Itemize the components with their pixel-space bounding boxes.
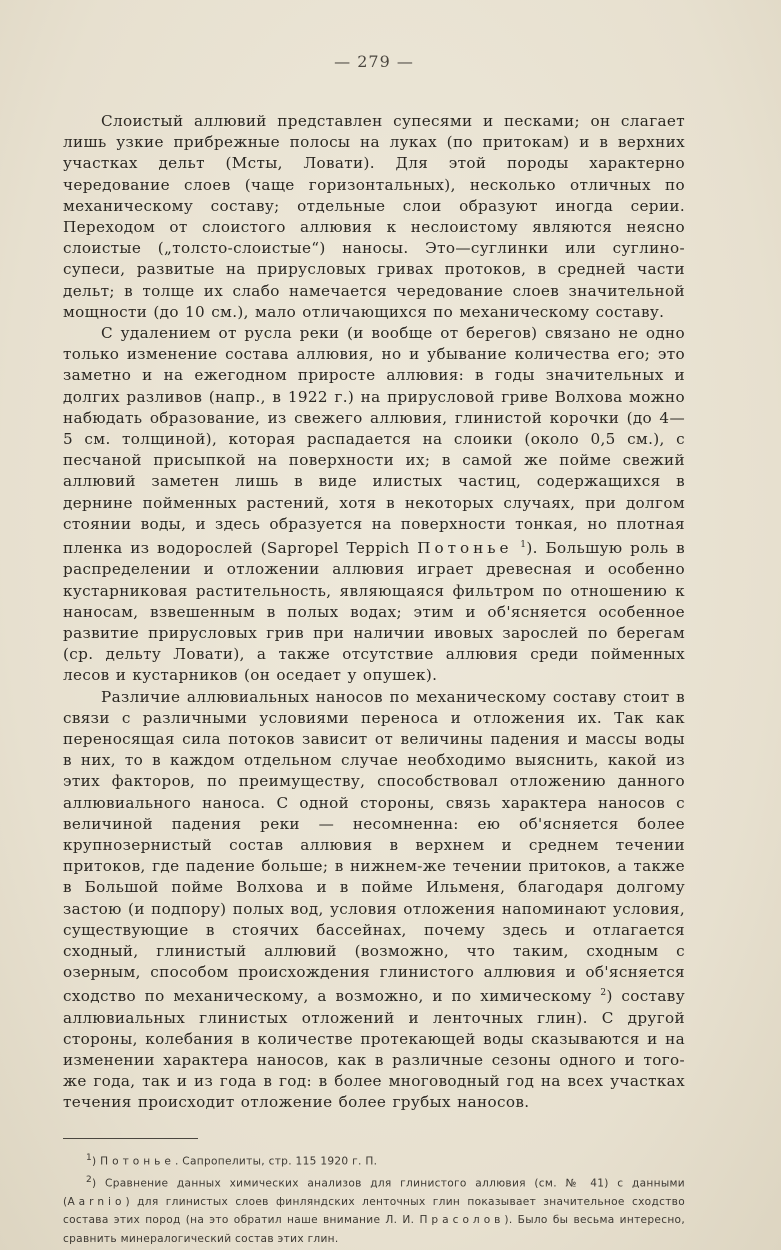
footnote-1: $^1$) Потонье. Сапропелиты, стр. 115 1920 г. П. — [86, 1152, 378, 1168]
page-number: — 279 — — [334, 52, 414, 71]
paragraph-3 — [63, 687, 685, 1114]
paragraph-3-continued: ) составу аллювиальных глинистых отложений и ленточных глин). С другой стороны, колебания в количестве протекающей воды сказываются и на изменении характера наносов, как в различные сезоны одного и того-же года, так и из года в год: в более многоводный год на всех участках течения происходит отложение более грубых наносов. — [63, 987, 685, 1112]
author-potonie: Потонье — [417, 539, 513, 558]
footnote-2-mark: 2 — [86, 1174, 93, 1185]
body-text — [63, 111, 685, 1114]
footnote-ref-2[interactable]: 2 — [600, 988, 607, 999]
footnote-2-text-b: ) для глинистых слоев финляндских ленточных глин показывает значительное сходство состава этих пород (на это обратил наше внимание Л. И. — [63, 1195, 685, 1227]
footnote-2-text-a: Сравнение данных химических анализов для глинистого аллювия (см. № 41) с данными ( — [63, 1177, 685, 1208]
paragraph-3-text: Различие аллювиальных наносов по механическому составу стоит в связи с различными условиями переноса и отложения их. Так как переносящая сила потоков зависит от величины падения и массы воды в них, то в каждом отдельном случае необходимо выяснить, какой из этих факторов, по преимуществу, способствовал отложению данного аллювиального наноса. С одной стороны, связь характера наносов с величиной падения реки — несомненна: ею об'ясняется более крупнозернистый состав аллювия в верхнем и среднем течении притоков, где падение больше; в нижнем-же течении притоков, а также в Большой пойме Волхова и в пойме Ильменя, благодаря долгому застою (и подпору) полых вод, условия отложения напоминают условия, существующие в стоячих бассейнах, почему здесь и отлагается сходный, глинистый аллювий (возможно, что таким, сходным с озерным, способом происхождения глинистого аллювия и об'ясняется сходство по механическому, а возможно, и по химическому — [63, 687, 685, 1006]
footnote-2-text-c: ). Было бы весьма интересно, сравнить минералогический состав этих глин. — [63, 1214, 686, 1245]
footnote-2-aarnio: Aarnio — [67, 1195, 126, 1208]
paragraph-2-text: С удалением от русла реки (и вообще от берегов) связано не одно только изменение состава аллювия, но и убывание количества его; это заметно и на ежегодном приросте аллювия: в годы значительных и долгих разливов (напр., в 1922 г.) на прирусловой гриве Волхова можно набюдать образование, из свежего аллювия, глинистой корочки (до 4—5 см. толщиной), которая распадается на слоики (около 0,5 см.), с песчаной присыпкой на поверхности их; в самой же пойме свежий аллювий заметен лишь в виде илистых частиц, содержащихся в дернине пойменных растений, хотя в некоторых случаях, при долгом стоянии воды, и здесь образуется на поверхности тонкая, но плотная пленка из водорослей (Sapropel Teppich — [63, 324, 685, 558]
footnote-ref-1[interactable]: 1 — [520, 540, 527, 551]
footnotes — [63, 1149, 685, 1249]
paragraph-2 — [63, 323, 685, 687]
paragraph-2-continued: ). Большую роль в распределении и отложении аллювия играет древесная и особенно кустарниковая растительность, являющаяся фильтром по отношению к наносам, взвешенным в полых водах; этим и об'ясняется особенное развитие прирусловых грив при наличии ивовых зарослей по берегам (ср. дельту Ловати), а также отсутствие аллювия среди пойменных лесов и кустарников (он оседает у опушек). — [63, 539, 685, 685]
footnote-divider — [63, 1138, 198, 1139]
footnote-2: $^2$) Сравнение данных химических анализов для глинистого аллювия (см. № 41) с данными (Aarnio) для глинистых слоев финляндских ленточных глин показывает значительное сходство состава этих пород (на это обратил наше внимание Л. И. Прасолов). Было бы весьма интересно, сравнить минералогический состав этих глин. — [63, 1174, 686, 1245]
paragraph-1: Слоистый аллювий представлен супесями и песками; он слагает лишь узкие прибрежные полосы на луках (по притокам) и в верхних участках дельт (Мсты, Ловати). Для этой породы характерно чередование слоев (чаще горизонтальных), несколько отличных по механическому составу; отдельные слои образуют иногда серии. Переходом от слоистого аллювия к неслоистому являются неясно слоистые („толсто-слоистые“) наносы. Это—суглинки или суглино-супеси, развитые на прирусловых гривах протоков, в средней части дельт; в толще их слабо намечается чередование слоев значительной мощности (до 10 см.), мало отличающихся по механическому составу. — [63, 112, 685, 321]
footnote-1-text: Сапропелиты, стр. 115 1920 г. П. — [182, 1155, 378, 1168]
footnote-2-prasolov: Прасолов — [419, 1214, 505, 1227]
footnote-1-mark: 1 — [86, 1152, 93, 1163]
footnote-1-author: Потонье — [100, 1155, 175, 1168]
